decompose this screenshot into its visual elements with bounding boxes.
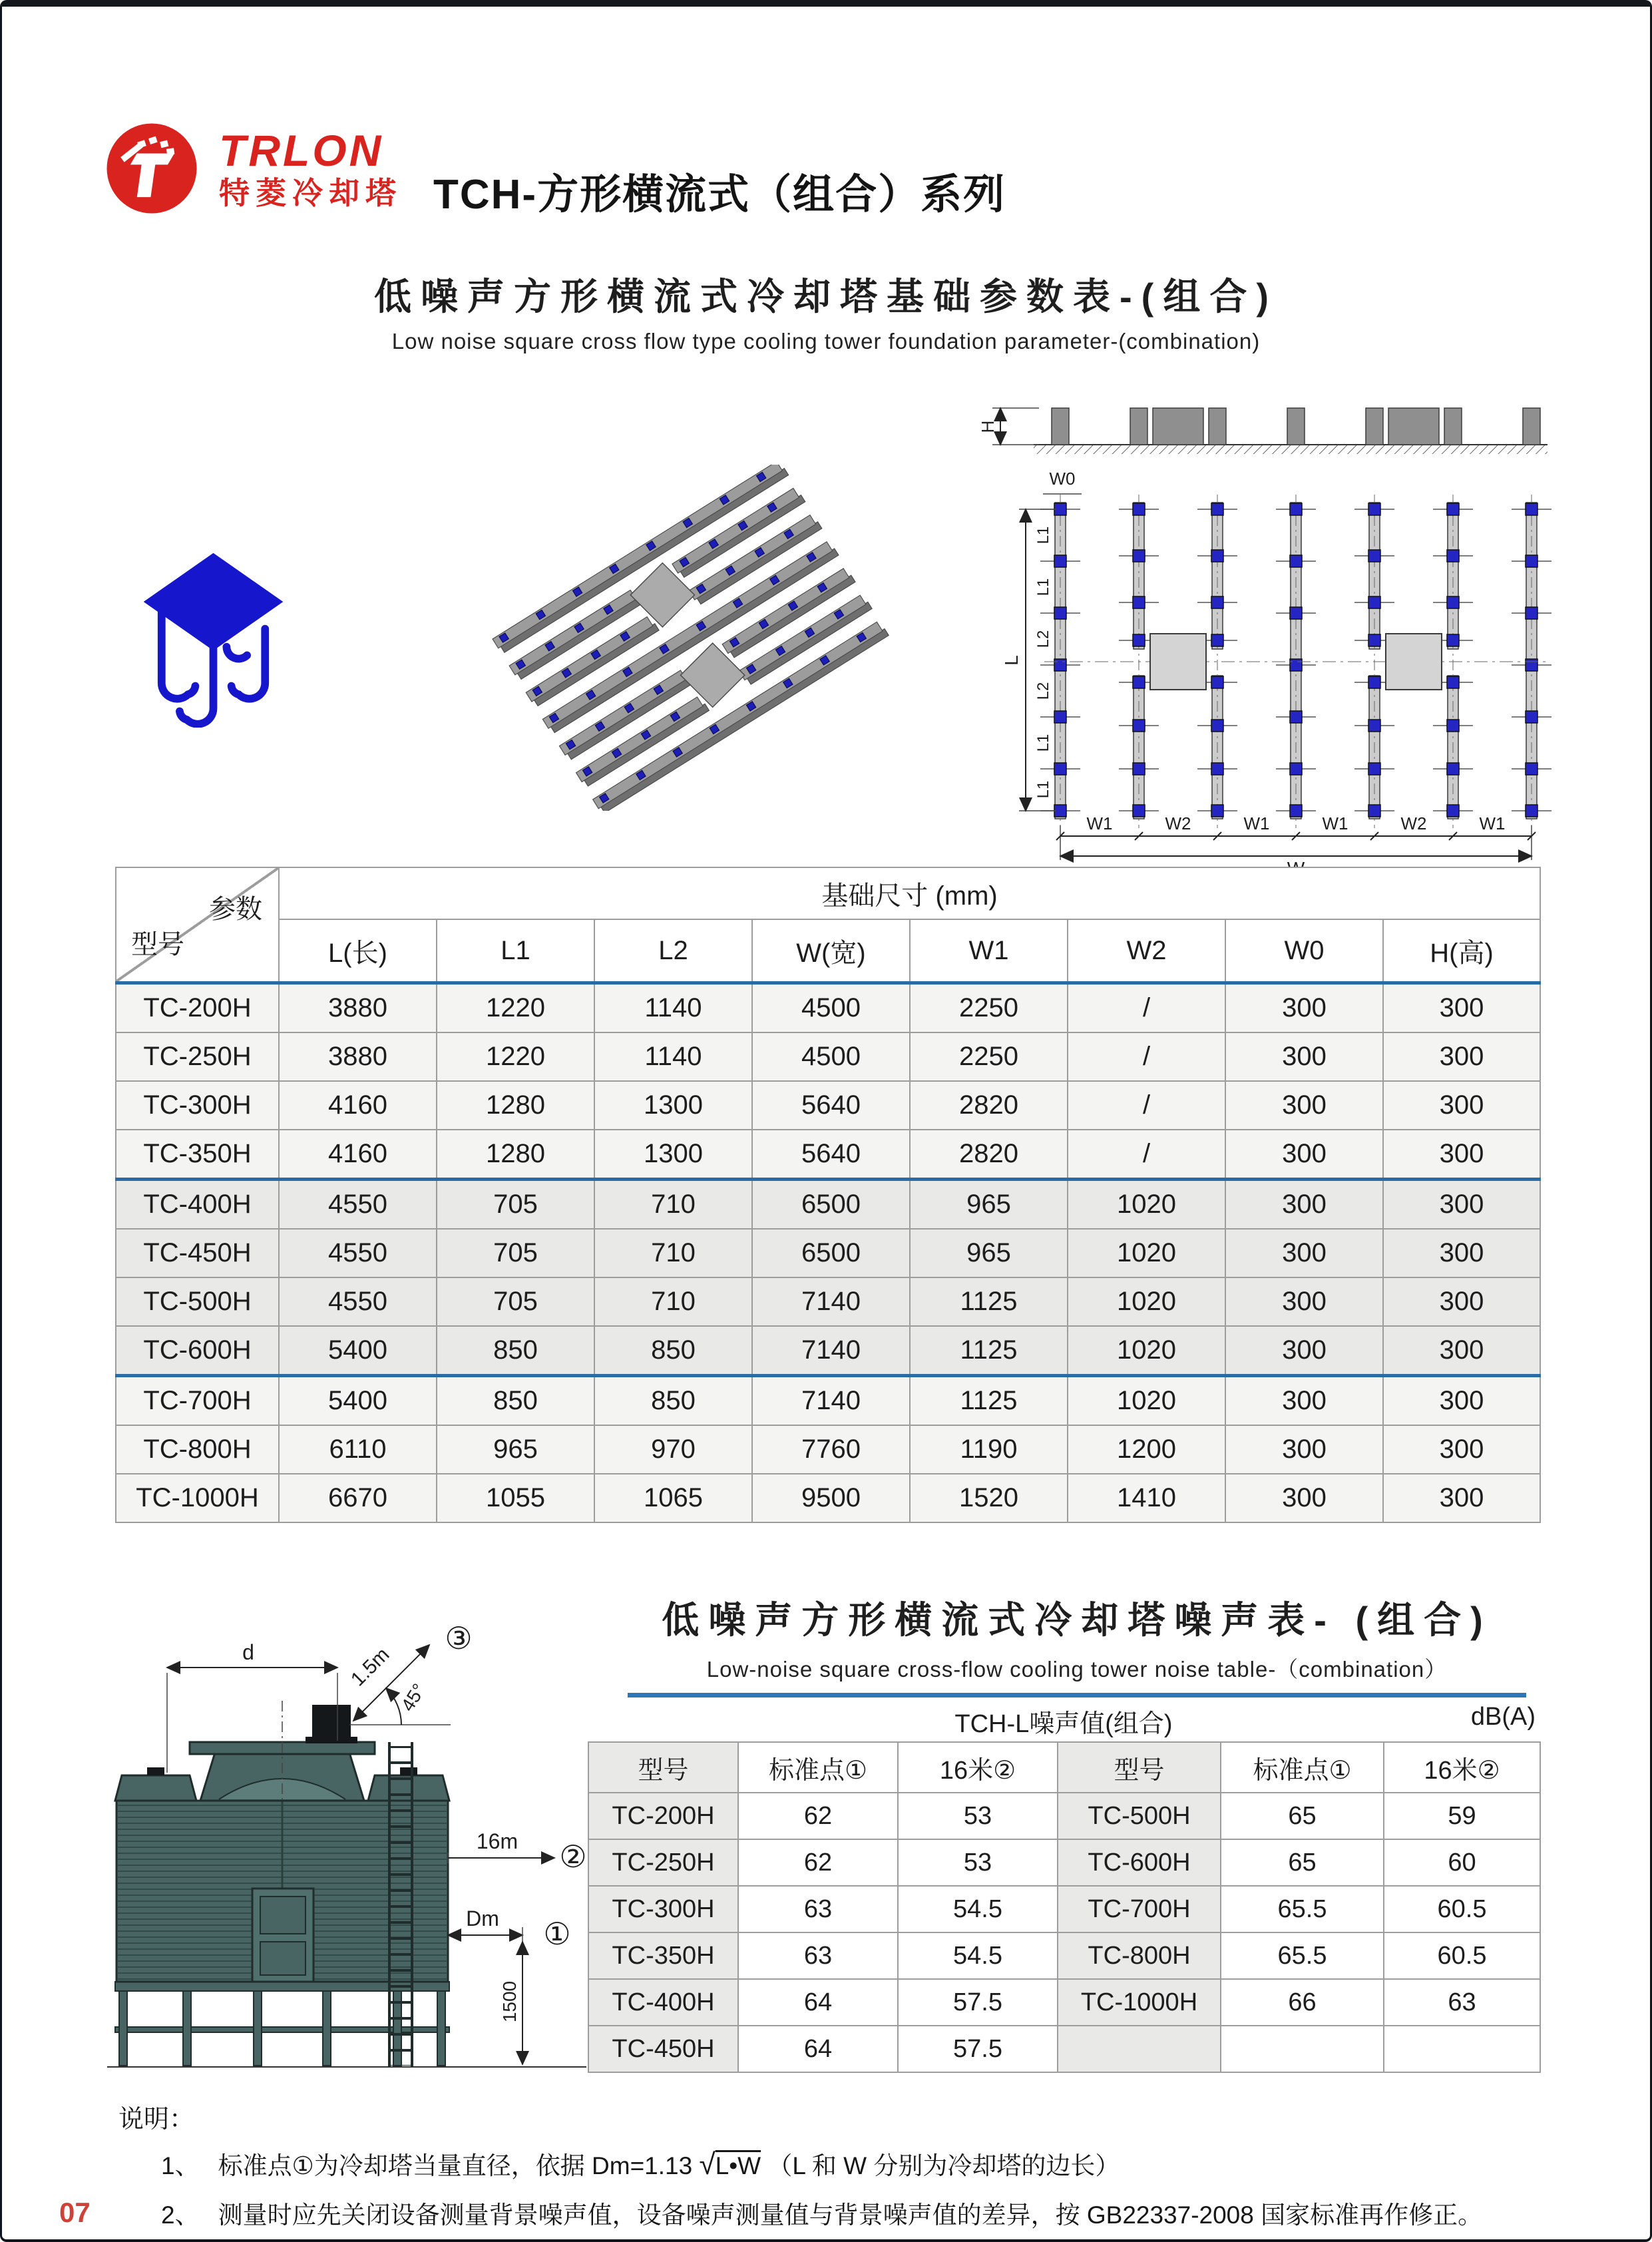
tower-label-dm: Dm xyxy=(466,1906,499,1930)
value-cell: 710 xyxy=(594,1229,752,1277)
value-cell xyxy=(1221,2026,1384,2072)
value-cell: 710 xyxy=(594,1180,752,1230)
model-cell: TC-350H xyxy=(116,1130,279,1180)
model-cell: TC-500H xyxy=(116,1277,279,1326)
corner-label-param: 参数 xyxy=(209,895,262,924)
value-cell: 65.5 xyxy=(1221,1886,1384,1932)
foundation-table-block xyxy=(115,867,1541,1523)
value-cell: 4550 xyxy=(279,1277,437,1326)
page-number: 07 xyxy=(59,2197,91,2228)
model-cell: TC-300H xyxy=(588,1886,738,1932)
value-cell: 300 xyxy=(1225,1032,1383,1081)
section1-title-cn: 低噪声方形横流式冷却塔基础参数表-(组合) xyxy=(374,276,1278,318)
section1-title xyxy=(2,268,1650,354)
svg-text:L1: L1 xyxy=(1034,526,1052,545)
model-cell: TC-300H xyxy=(116,1081,279,1130)
svg-text:L2: L2 xyxy=(1034,682,1052,700)
value-cell: / xyxy=(1068,1081,1225,1130)
value-cell: 53 xyxy=(898,1793,1058,1839)
value-cell: 300 xyxy=(1225,1180,1383,1230)
svg-text:W1: W1 xyxy=(1086,813,1113,833)
value-cell: 2250 xyxy=(910,1032,1068,1081)
value-cell: 965 xyxy=(910,1229,1068,1277)
value-cell: 1125 xyxy=(910,1326,1068,1376)
value-cell: 65 xyxy=(1221,1793,1384,1839)
value-cell: 5400 xyxy=(279,1376,437,1426)
column-header: W0 xyxy=(1225,919,1383,983)
value-cell: 7140 xyxy=(752,1326,910,1376)
value-cell: 60.5 xyxy=(1384,1886,1540,1932)
column-header: 16米② xyxy=(1384,1742,1540,1793)
value-cell: 5640 xyxy=(752,1081,910,1130)
column-header: L(长) xyxy=(279,919,437,983)
value-cell: 62 xyxy=(738,1793,898,1839)
value-cell: 7140 xyxy=(752,1376,910,1426)
value-cell: 300 xyxy=(1225,1081,1383,1130)
cooling-tower-drawing xyxy=(89,1601,594,2094)
table-row xyxy=(588,1932,1540,1979)
tower-label-distance: 16m xyxy=(476,1829,518,1853)
svg-text:W1: W1 xyxy=(1243,813,1270,833)
value-cell: 850 xyxy=(594,1376,752,1426)
value-cell: 5400 xyxy=(279,1326,437,1376)
model-cell: TC-450H xyxy=(588,2026,738,2072)
model-cell: TC-250H xyxy=(588,1839,738,1886)
value-cell: 1280 xyxy=(437,1081,594,1130)
value-cell: 66 xyxy=(1221,1979,1384,2026)
model-cell: TC-500H xyxy=(1058,1793,1221,1839)
table-row xyxy=(116,1277,1540,1326)
section2-underline xyxy=(628,1693,1526,1697)
value-cell: 300 xyxy=(1383,1277,1540,1326)
value-cell: 300 xyxy=(1383,1474,1540,1522)
table-row xyxy=(116,1081,1540,1130)
model-cell: TC-1000H xyxy=(116,1474,279,1522)
value-cell: 1125 xyxy=(910,1376,1068,1426)
note-item-1 xyxy=(118,2145,1569,2181)
value-cell: 7140 xyxy=(752,1277,910,1326)
section2-title-en: Low-noise square cross-flow cooling tower noise table-（combination） xyxy=(706,1657,1448,1682)
table-row xyxy=(588,1979,1540,2026)
value-cell: 1020 xyxy=(1068,1277,1225,1326)
value-cell: 300 xyxy=(1383,1130,1540,1180)
value-cell: 6500 xyxy=(752,1229,910,1277)
value-cell: 57.5 xyxy=(898,1979,1058,2026)
value-cell: 1280 xyxy=(437,1130,594,1180)
value-cell: 65.5 xyxy=(1221,1932,1384,1979)
value-cell: 54.5 xyxy=(898,1932,1058,1979)
svg-text:W2: W2 xyxy=(1165,813,1191,833)
value-cell: 1020 xyxy=(1068,1376,1225,1426)
model-cell: TC-600H xyxy=(1058,1839,1221,1886)
column-header: 标准点① xyxy=(738,1742,898,1793)
value-cell: 4500 xyxy=(752,983,910,1033)
tower-point-2: ② xyxy=(559,1839,587,1874)
value-cell xyxy=(1384,2026,1540,2072)
notes xyxy=(118,2098,1569,2242)
value-cell: 300 xyxy=(1383,1081,1540,1130)
group-header: 基础尺寸 (mm) xyxy=(279,867,1540,919)
value-cell: 705 xyxy=(437,1229,594,1277)
value-cell: 300 xyxy=(1383,1326,1540,1376)
value-cell: 1190 xyxy=(910,1425,1068,1474)
value-cell: 63 xyxy=(738,1886,898,1932)
value-cell: 300 xyxy=(1383,983,1540,1033)
table-row xyxy=(116,983,1540,1033)
note-text: 标准点①为冷却塔当量直径，依据 Dm=1.13 xyxy=(218,2152,693,2179)
radical-sign: √ xyxy=(699,2148,716,2181)
value-cell: 300 xyxy=(1383,1032,1540,1081)
table-row xyxy=(116,1229,1540,1277)
trlon-logo-icon xyxy=(102,118,202,218)
value-cell: 1300 xyxy=(594,1081,752,1130)
value-cell: 5640 xyxy=(752,1130,910,1180)
table-row xyxy=(588,1886,1540,1932)
value-cell: 1055 xyxy=(437,1474,594,1522)
table-row xyxy=(588,2026,1540,2072)
section2-title-cn: 低噪声方形横流式冷却塔噪声表- (组合) xyxy=(662,1599,1492,1641)
column-header: 标准点① xyxy=(1221,1742,1384,1793)
value-cell: 59 xyxy=(1384,1793,1540,1839)
value-cell: 970 xyxy=(594,1425,752,1474)
plan-label-w0: W0 xyxy=(1049,469,1076,489)
tower-label-length: 1.5m xyxy=(347,1644,394,1691)
plan-l1-l2-labels xyxy=(1034,527,1052,799)
value-cell: 705 xyxy=(437,1277,594,1326)
plan-label-h: H xyxy=(978,420,998,433)
value-cell: 1300 xyxy=(594,1130,752,1180)
value-cell: 965 xyxy=(910,1180,1068,1230)
foundation-plan-drawing xyxy=(974,366,1559,879)
foundation-isometric-drawing xyxy=(388,465,987,811)
plan-label-l: L xyxy=(1001,655,1022,666)
brand-name: TRLON xyxy=(219,126,384,175)
model-cell: TC-450H xyxy=(116,1229,279,1277)
noise-table-caption: TCH-L噪声值(组合) xyxy=(954,1710,1173,1738)
value-cell: 1020 xyxy=(1068,1326,1225,1376)
svg-text:W1: W1 xyxy=(1479,813,1506,833)
table-row xyxy=(588,1793,1540,1839)
value-cell: 54.5 xyxy=(898,1886,1058,1932)
value-cell: 4550 xyxy=(279,1180,437,1230)
table-row xyxy=(116,1425,1540,1474)
corner-header-cell xyxy=(116,867,279,983)
svg-text:W1: W1 xyxy=(1322,813,1348,833)
value-cell: / xyxy=(1068,983,1225,1033)
value-cell: 60.5 xyxy=(1384,1932,1540,1979)
corner-label-model: 型号 xyxy=(131,930,184,959)
value-cell: 705 xyxy=(437,1180,594,1230)
value-cell: 300 xyxy=(1383,1229,1540,1277)
value-cell: 1520 xyxy=(910,1474,1068,1522)
foundation-table xyxy=(115,867,1541,1523)
value-cell: / xyxy=(1068,1032,1225,1081)
value-cell: 7760 xyxy=(752,1425,910,1474)
column-header: L1 xyxy=(437,919,594,983)
anchor-foundation-icon xyxy=(135,545,292,728)
page-title: TCH-方形横流式（组合）系列 xyxy=(433,172,1006,218)
value-cell: / xyxy=(1068,1130,1225,1180)
value-cell: 63 xyxy=(1384,1979,1540,2026)
noise-table-block xyxy=(588,1741,1541,2073)
value-cell: 57.5 xyxy=(898,2026,1058,2072)
model-cell: TC-700H xyxy=(1058,1886,1221,1932)
column-header: 型号 xyxy=(1058,1742,1221,1793)
tower-label-1500: 1500 xyxy=(499,1980,520,2023)
value-cell: 300 xyxy=(1383,1376,1540,1426)
note-text: 测量时应先关闭设备测量背景噪声值，设备噪声测量值与背景噪声值的差异，按 GB22337-2008 国家标准再作修正。 xyxy=(218,2201,1483,2229)
value-cell: 4160 xyxy=(279,1081,437,1130)
table-row xyxy=(116,1032,1540,1081)
value-cell: 6110 xyxy=(279,1425,437,1474)
note-text: （L 和 W 分别为冷却塔的边长） xyxy=(767,2152,1120,2179)
svg-text:W2: W2 xyxy=(1400,813,1427,833)
value-cell: 1410 xyxy=(1068,1474,1225,1522)
value-cell: 6500 xyxy=(752,1180,910,1230)
column-header: W2 xyxy=(1068,919,1225,983)
table-row xyxy=(116,1376,1540,1426)
value-cell: 300 xyxy=(1225,1326,1383,1376)
table-row xyxy=(116,1474,1540,1522)
value-cell: 65 xyxy=(1221,1839,1384,1886)
value-cell: 4160 xyxy=(279,1130,437,1180)
value-cell: 300 xyxy=(1225,1229,1383,1277)
svg-text:L1: L1 xyxy=(1034,780,1052,799)
tower-label-d: d xyxy=(242,1640,254,1664)
value-cell: 1200 xyxy=(1068,1425,1225,1474)
value-cell: 2250 xyxy=(910,983,1068,1033)
note-item-2 xyxy=(118,2195,1569,2231)
model-cell xyxy=(1058,2026,1221,2072)
value-cell: 300 xyxy=(1225,1376,1383,1426)
notes-heading: 说明： xyxy=(118,2106,195,2133)
model-cell: TC-200H xyxy=(588,1793,738,1839)
model-cell: TC-350H xyxy=(588,1932,738,1979)
section2-title xyxy=(601,1591,1553,1697)
brand-logo xyxy=(102,118,402,218)
value-cell: 1220 xyxy=(437,1032,594,1081)
table-row xyxy=(588,1839,1540,1886)
value-cell: 300 xyxy=(1225,1130,1383,1180)
column-header: W(宽) xyxy=(752,919,910,983)
model-cell: TC-250H xyxy=(116,1032,279,1081)
model-cell: TC-1000H xyxy=(1058,1979,1221,2026)
model-cell: TC-800H xyxy=(1058,1932,1221,1979)
value-cell: 63 xyxy=(738,1932,898,1979)
svg-text:L2: L2 xyxy=(1034,630,1052,648)
value-cell: 965 xyxy=(437,1425,594,1474)
table-row xyxy=(116,1130,1540,1180)
value-cell: 300 xyxy=(1225,1277,1383,1326)
value-cell: 64 xyxy=(738,2026,898,2072)
value-cell: 9500 xyxy=(752,1474,910,1522)
column-header: L2 xyxy=(594,919,752,983)
value-cell: 1020 xyxy=(1068,1229,1225,1277)
value-cell: 4500 xyxy=(752,1032,910,1081)
value-cell: 60 xyxy=(1384,1839,1540,1886)
column-header: 16米② xyxy=(898,1742,1058,1793)
noise-table-unit: dB(A) xyxy=(1470,1703,1536,1731)
value-cell: 2820 xyxy=(910,1130,1068,1180)
radicand: L•W xyxy=(715,2152,761,2179)
value-cell: 710 xyxy=(594,1277,752,1326)
value-cell: 2820 xyxy=(910,1081,1068,1130)
value-cell: 1125 xyxy=(910,1277,1068,1326)
model-cell: TC-200H xyxy=(116,983,279,1033)
value-cell: 1220 xyxy=(437,983,594,1033)
svg-text:L1: L1 xyxy=(1034,734,1052,752)
note-number: 1、 xyxy=(161,2152,200,2179)
value-cell: 1065 xyxy=(594,1474,752,1522)
tower-point-3: ③ xyxy=(445,1621,473,1656)
value-cell: 300 xyxy=(1225,1425,1383,1474)
svg-text:L1: L1 xyxy=(1034,578,1052,596)
section1-title-en: Low noise square cross flow type cooling tower foundation parameter-(combination) xyxy=(391,329,1261,353)
value-cell: 1140 xyxy=(594,1032,752,1081)
column-header: H(高) xyxy=(1383,919,1540,983)
model-cell: TC-700H xyxy=(116,1376,279,1426)
value-cell: 3880 xyxy=(279,1032,437,1081)
noise-table xyxy=(588,1741,1541,2073)
value-cell: 1140 xyxy=(594,983,752,1033)
value-cell: 850 xyxy=(437,1326,594,1376)
model-cell: TC-600H xyxy=(116,1326,279,1376)
noise-table-caption-row xyxy=(588,1703,1540,1737)
value-cell: 1020 xyxy=(1068,1180,1225,1230)
value-cell: 4550 xyxy=(279,1229,437,1277)
model-cell: TC-400H xyxy=(116,1180,279,1230)
value-cell: 62 xyxy=(738,1839,898,1886)
table-row xyxy=(116,1326,1540,1376)
value-cell: 300 xyxy=(1383,1425,1540,1474)
value-cell: 3880 xyxy=(279,983,437,1033)
value-cell: 53 xyxy=(898,1839,1058,1886)
brand-text xyxy=(219,128,402,208)
tower-label-angle: 45° xyxy=(397,1680,430,1715)
value-cell: 300 xyxy=(1225,983,1383,1033)
tower-point-1: ① xyxy=(543,1916,571,1951)
model-cell: TC-400H xyxy=(588,1979,738,2026)
value-cell: 300 xyxy=(1225,1474,1383,1522)
note-number: 2、 xyxy=(161,2201,200,2229)
table-row xyxy=(116,1180,1540,1230)
value-cell: 850 xyxy=(594,1326,752,1376)
brand-name-cn: 特菱冷却塔 xyxy=(219,176,402,210)
value-cell: 64 xyxy=(738,1979,898,2026)
model-cell: TC-800H xyxy=(116,1425,279,1474)
column-header: 型号 xyxy=(588,1742,738,1793)
value-cell: 300 xyxy=(1383,1180,1540,1230)
value-cell: 850 xyxy=(437,1376,594,1426)
column-header: W1 xyxy=(910,919,1068,983)
value-cell: 6670 xyxy=(279,1474,437,1522)
